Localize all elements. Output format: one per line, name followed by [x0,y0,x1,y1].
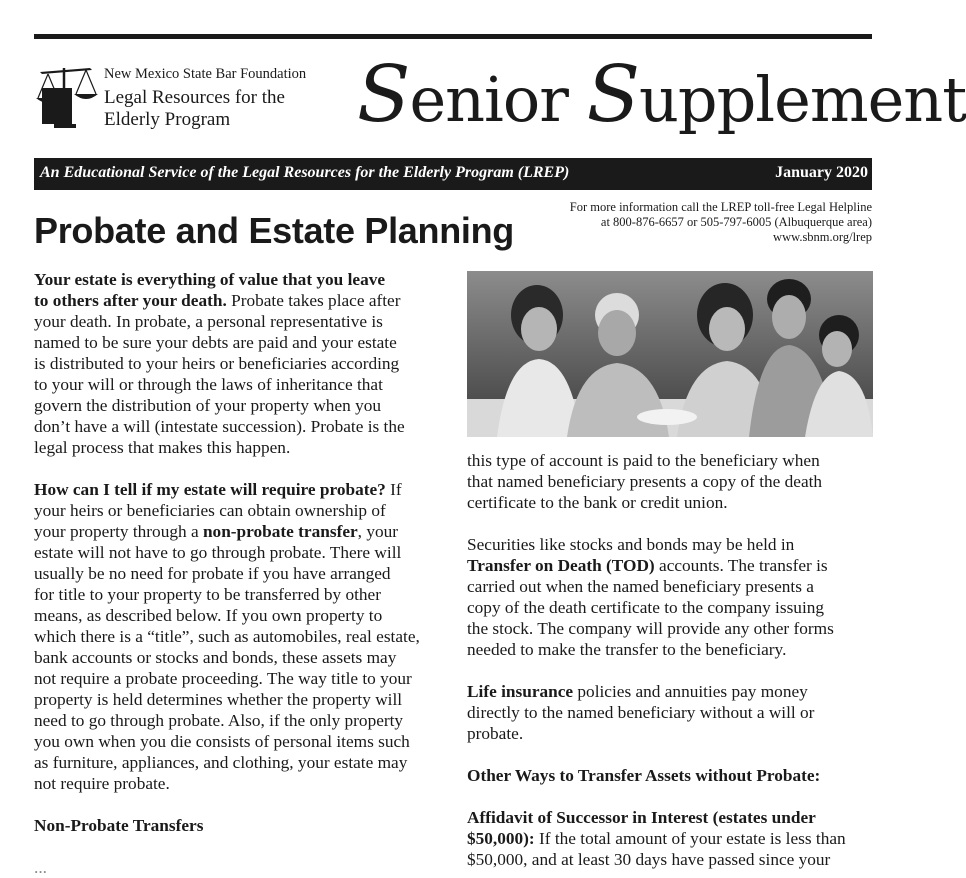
left-column [34,269,436,878]
masthead-initial-2: S [586,50,639,140]
org-name-line2: Legal Resources for the [104,87,285,108]
banner-text: An Educational Service of the Legal Resources for the Elderly Program (LREP) [40,164,570,181]
org-name-line3: Elderly Program [104,109,231,130]
masthead-word-1: enior [409,63,587,136]
banner [34,158,872,190]
top-rule [34,34,872,39]
subheading-non-probate-transfers: Non-Probate Transfers [34,816,204,835]
paragraph-require-probate: How can I tell if my estate will require probate? If your heirs or beneficiaries can obtain ownership of your property through a non-probate transfer, your estate will not have to go through probate. There will usually be no need for probate if you have arranged for title to your property to be transferred by other means, as described below. If you own property to which there is a “title”, such as automobiles, real estate, bank accounts or stocks and bonds, these assets may not require a probate proceeding. The way title to your property is held determines whether the property will need to go through probate. Also, if the only property you own when you die consists of personal items such as furniture, appliances, and clothing, your estate may not require probate. [34,480,420,793]
issue-date: January 2020 [775,164,868,181]
family-photo-image [467,271,873,437]
paragraph-securities: Securities like stocks and bonds may be held in Transfer on Death (TOD) accounts. The transfer is carried out when the named beneficiary presents a copy of the death certificate to the company issuing the stock. The company will provide any other forms needed to make the transfer to the beneficiary. [467,535,834,659]
masthead-initial-1: S [357,50,410,140]
paragraph-life-insurance: Life insurance policies and annuities pay money directly to the named beneficiary without a will or probate. [467,682,815,743]
paragraph-intro: Your estate is everything of value that you leave to others after your death. Probate takes place after your death. In probate, a personal representative is named to be sure your debts are paid and your estate is distributed to your heirs or beneficiaries according to your will or through the laws of inheritance that govern the distribution of your property when you don’t have a will (intestate succession). Probate is the legal process that makes this happen. [34,270,405,457]
org-name-line1: New Mexico State Bar Foundation [104,66,307,82]
cut-off-line: ... [34,858,47,877]
subheading-other-ways: Other Ways to Transfer Assets without Probate: [467,766,821,785]
masthead-title [357,50,966,140]
helpline-line1: For more information call the LREP toll-free Legal Helpline [569,200,872,214]
helpline-website-link[interactable]: www.sbnm.org/lrep [773,230,872,244]
family-photo [467,271,873,437]
paragraph-affidavit: Affidavit of Successor in Interest (estates under $50,000): If the total amount of your estate is less than $50,000, and at least 30 days have passed since your [467,808,846,869]
masthead-word-2: upplement [639,63,966,136]
paragraph-account-continued: this type of account is paid to the beneficiary when that named beneficiary presents a copy of the death certificate to the bank or credit union. [467,451,823,512]
helpline-line2: at 800-876-6657 or 505-797-6005 (Albuquerque area) [600,215,872,229]
scales-of-justice-logo-icon [34,64,100,130]
article-title: Probate and Estate Planning [34,210,514,251]
right-column [467,450,875,870]
